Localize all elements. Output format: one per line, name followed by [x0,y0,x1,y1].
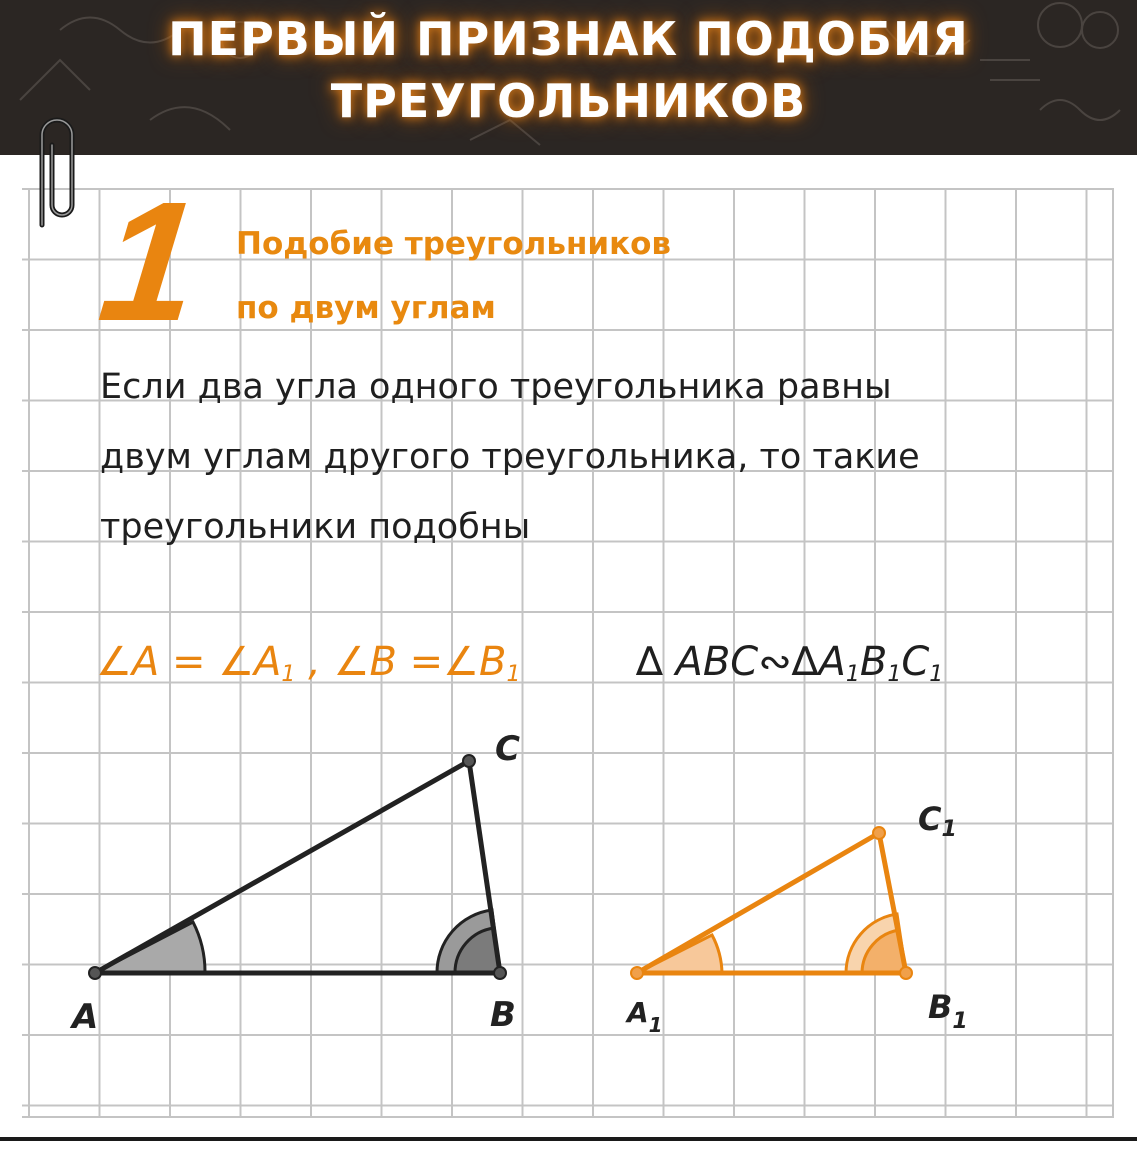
angle-b: ∠B [333,639,397,685]
label-b1: $B_1$ [928,988,968,1034]
equals-sign: = [159,639,219,685]
triangle-c1: C [901,639,930,685]
subscript: 1 [887,662,902,687]
triangle-abc: ∆ ABC [636,639,759,685]
point-a1 [631,967,643,979]
angle-a1: ∠A [218,639,282,685]
point-c1 [873,827,885,839]
theorem-line1: Если два угла одного треугольника равны [100,367,892,407]
section-title-line1: Подобие треугольников [236,226,672,262]
subscript: 1 [845,662,860,687]
separator: , [295,639,334,685]
subscript: 1 [506,662,521,687]
label-a1: $A_1$ [627,996,663,1037]
triangle-abc [95,761,500,973]
theorem-line2: двум углам другого треугольника, то такие [100,437,920,477]
page-title-line1: ПЕРВЫЙ ПРИЗНАК ПОДОБИЯ [168,12,969,66]
label-b: B [490,995,516,1035]
point-b [494,967,506,979]
equals-sign: = [396,639,444,685]
section-number: 1 [92,167,207,357]
page-title-line2: ТРЕУГОЛЬНИКОВ [330,74,807,128]
subscript: 1 [929,662,944,687]
section-title-line2: по двум углам [236,290,496,326]
subscript: 1 [281,662,296,687]
label-c: C [495,729,520,769]
theorem-line3: треугольники подобны [100,507,531,547]
point-b1 [900,967,912,979]
point-a [89,967,101,979]
triangle-b1: B [859,639,888,685]
angle-a: ∠A [96,639,160,685]
angle-b1: ∠B [443,639,507,685]
point-c [463,755,475,767]
similar-sign: ∾ [758,639,792,685]
label-a: A [72,997,99,1037]
triangle-a1: ∆A [791,639,846,685]
label-c1: C1 [918,800,957,842]
